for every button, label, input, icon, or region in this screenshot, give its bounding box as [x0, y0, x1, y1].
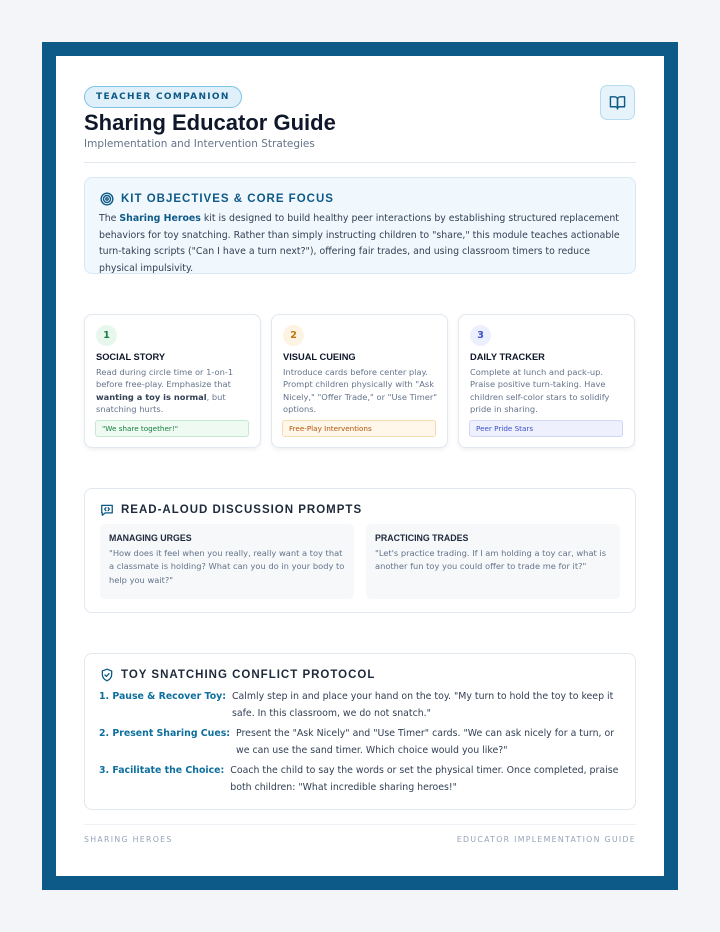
prompts-header [100, 503, 362, 517]
step-card-visual-cueing [271, 314, 448, 448]
protocol-step-label: 1. Pause & Recover Toy: [99, 691, 226, 702]
footer-divider [84, 824, 636, 825]
prompt-card-practicing-trades [366, 524, 620, 599]
objectives-panel [84, 177, 636, 274]
step-number: 3 [470, 325, 491, 346]
objectives-heading: KIT OBJECTIVES & CORE FOCUS [121, 193, 334, 205]
step-title: VISUAL CUEING [283, 352, 356, 362]
book-open-icon [609, 94, 626, 111]
step-description: Introduce cards before center play. Prompt children physically with "Ask Nicely," "Offer Trade," or "Use Timer" options. [283, 367, 438, 414]
prompt-quote: "Let's practice trading. If I am holding a toy car, what is another fun toy you could offer to trade me for it?" [375, 548, 607, 572]
step-card-daily-tracker [458, 314, 635, 448]
protocol-step-text: Coach the child to say the words or set the physical timer. Once completed, praise both children: "What incredible sharing heroes!" [230, 765, 619, 793]
prompts-heading: READ-ALOUD DISCUSSION PROMPTS [121, 504, 363, 516]
step-tag: Peer Pride Stars [469, 420, 623, 437]
step-description: Complete at lunch and pack-up. Praise positive turn-taking. Have children self-color stars to solidify pride in sharing. [470, 367, 610, 414]
footer-right: EDUCATOR IMPLEMENTATION GUIDE [456, 835, 636, 844]
footer-left: SHARING HEROES [84, 835, 173, 844]
step-number: 1 [96, 325, 117, 346]
brand-name: Sharing Heroes [119, 213, 201, 224]
guide-page [56, 56, 664, 876]
protocol-step [99, 725, 624, 759]
prompt-card-managing-urges [100, 524, 354, 599]
target-icon [100, 192, 114, 206]
protocol-step [99, 762, 624, 796]
prompt-title: PRACTICING TRADES [375, 533, 469, 543]
conflict-protocol-panel [84, 653, 636, 810]
objectives-text: The Sharing Heroes kit is designed to build healthy peer interactions by establishing structured replacement behaviors for toy snatching. Rather than simply instructing children to "share," this module teaches actionable turn-taking scripts ("Can I have a turn next?"), offering fair trades, and using classroom timers to reduce physical impulsivity. [99, 213, 620, 274]
objectives-header [100, 192, 334, 206]
step-title: DAILY TRACKER [470, 352, 545, 362]
prompt-quote: "How does it feel when you really, really want a toy that a classmate is holding? What can you do in your body to help you wait?" [109, 548, 345, 585]
chat-bubble-icon [100, 503, 114, 517]
protocol-header [100, 668, 375, 682]
protocol-step [99, 688, 624, 722]
shield-check-icon [100, 668, 114, 682]
protocol-step-label: 3. Facilitate the Choice: [99, 765, 225, 776]
protocol-step-label: 2. Present Sharing Cues: [99, 728, 231, 739]
protocol-heading: TOY SNATCHING CONFLICT PROTOCOL [121, 669, 376, 681]
step-description: Read during circle time or 1-on-1 before free-play. Emphasize that wanting a toy is normal, but snatching hurts. [96, 367, 234, 414]
step-tag: "We share together!" [95, 420, 249, 437]
step-title: SOCIAL STORY [96, 352, 166, 362]
header-divider [84, 162, 636, 163]
book-button[interactable] [600, 85, 635, 120]
discussion-prompts-panel [84, 488, 636, 613]
step-number: 2 [283, 325, 304, 346]
page-title: Sharing Educator Guide [84, 110, 336, 135]
protocol-step-text: Present the "Ask Nicely" and "Use Timer" cards. "We can ask nicely for a turn, or we can use the sand timer. Which choice would you like?" [236, 728, 615, 756]
protocol-step-text: Calmly step in and place your hand on the toy. "My turn to hold the toy to keep it safe. In this classroom, we do not snatch." [232, 691, 614, 719]
teacher-companion-badge: TEACHER COMPANION [84, 86, 242, 108]
step-card-social-story [84, 314, 261, 448]
page-subtitle: Implementation and Intervention Strategies [84, 138, 315, 150]
prompt-title: MANAGING URGES [109, 533, 192, 543]
step-tag: Free-Play Interventions [282, 420, 436, 437]
